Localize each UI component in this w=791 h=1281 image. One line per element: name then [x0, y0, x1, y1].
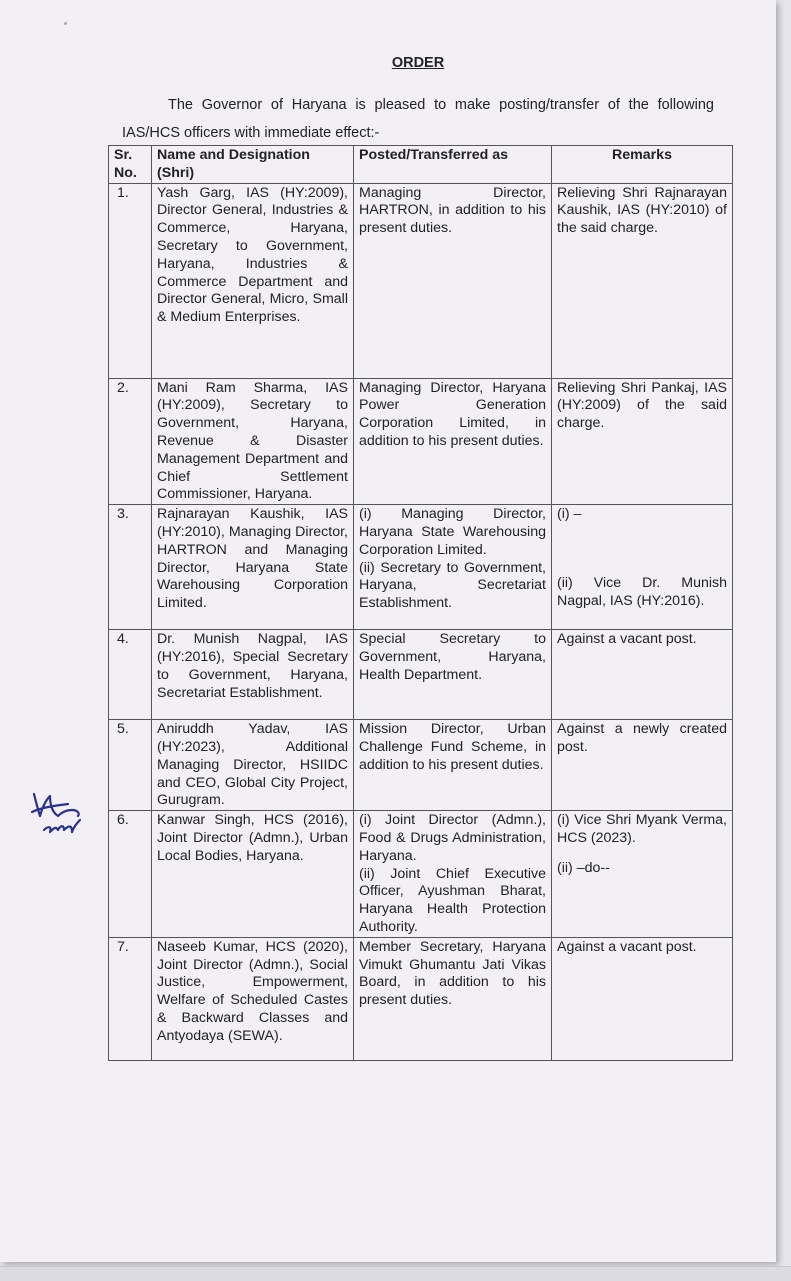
row-sr-no: 3.	[109, 505, 152, 630]
remarks-spacer	[557, 524, 727, 541]
posted-line: (i) Managing Director, Haryana State Warehousing Corporation Limited.	[359, 506, 546, 558]
row-sr-no: 7.	[109, 937, 152, 1060]
row-posted-as	[354, 630, 552, 720]
table-row	[109, 937, 733, 1060]
header-posted-as: Posted/Transferred as	[354, 146, 552, 184]
order-title: ORDER	[391, 55, 445, 71]
handwritten-initials-icon	[28, 786, 90, 838]
row-posted-as	[354, 378, 552, 505]
posted-line: (ii) Joint Chief Executive Officer, Ayushman Bharat, Haryana Health Protection Authority.	[359, 865, 546, 935]
row-remarks	[552, 505, 733, 630]
remarks-line: (ii) Vice Dr. Munish Nagpal, IAS (HY:2016).	[557, 574, 727, 609]
row-name-designation: Dr. Munish Nagpal, IAS (HY:2016), Special Secretary to Government, Haryana, Secretariat Establishment.	[152, 630, 354, 720]
row-remarks	[552, 630, 733, 720]
remarks-line: (i) Vice Shri Myank Verma, HCS (2023).	[557, 812, 727, 846]
posted-line: Member Secretary, Haryana Vimukt Ghumantu Jati Vikas Board, in addition to his present duties.	[359, 938, 546, 1009]
remarks-line: (i) –	[557, 506, 582, 523]
remarks-spacer	[557, 541, 727, 558]
table-row	[109, 505, 733, 630]
remarks-line: Relieving Shri Rajnarayan Kaushik, IAS (HY:2010) of the said charge.	[557, 184, 727, 237]
table-row	[109, 811, 733, 938]
row-name-designation: Yash Garg, IAS (HY:2009), Director General, Industries & Commerce, Haryana, Secretary to Government, Haryana, Industries & Commerce Department and Director General, Micro, Small & Medium Enterprises.	[152, 183, 354, 378]
row-posted-as	[354, 183, 552, 378]
remarks-spacer	[557, 558, 727, 575]
posted-line: Managing Director, Haryana Power Generation Corporation Limited, in addition to his present duties.	[359, 379, 546, 449]
posted-line: Managing Director, HARTRON, in addition to his present duties.	[359, 184, 546, 237]
row-name-designation: Mani Ram Sharma, IAS (HY:2009), Secretary to Government, Haryana, Revenue & Disaster Management Department and Chief Settlement Commissioner, Haryana.	[152, 378, 354, 505]
posted-line: Special Secretary to Government, Haryana, Health Department.	[359, 631, 546, 683]
row-remarks	[552, 183, 733, 378]
remarks-spacer	[557, 848, 727, 860]
remarks-line: (ii) –do--	[557, 859, 610, 876]
row-posted-as	[354, 937, 552, 1060]
row-remarks	[552, 937, 733, 1060]
remarks-line: Against a newly created post.	[557, 721, 727, 755]
row-remarks	[552, 378, 733, 505]
row-name-designation: Rajnarayan Kaushik, IAS (HY:2010), Managing Director, HARTRON and Managing Director, Haryana State Warehousing Corporation Limited.	[152, 505, 354, 630]
row-sr-no: 5.	[109, 720, 152, 811]
row-posted-as	[354, 505, 552, 630]
row-name-designation: Naseeb Kumar, HCS (2020), Joint Director (Admn.), Social Justice, Empowerment, Welfare of Scheduled Castes & Backward Classes and Antyodaya (SEWA).	[152, 937, 354, 1060]
remarks-line: Against a vacant post.	[557, 631, 697, 648]
table-row	[109, 183, 733, 378]
next-page-edge	[0, 1266, 791, 1281]
row-sr-no: 6.	[109, 811, 152, 938]
posted-line: (ii) Secretary to Government, Haryana, Secretariat Establishment.	[359, 559, 546, 612]
header-remarks: Remarks	[552, 146, 733, 184]
row-posted-as	[354, 811, 552, 938]
paper-speck	[64, 22, 67, 25]
row-sr-no: 2.	[109, 378, 152, 505]
header-sr-no: Sr. No.	[109, 146, 152, 184]
row-posted-as	[354, 720, 552, 811]
postings-table	[108, 145, 733, 1061]
table-row	[109, 378, 733, 505]
row-name-designation: Kanwar Singh, HCS (2016), Joint Director (Admn.), Urban Local Bodies, Haryana.	[152, 811, 354, 938]
table-row	[109, 720, 733, 811]
row-sr-no: 4.	[109, 630, 152, 720]
table-header-row	[109, 146, 733, 184]
row-name-designation: Aniruddh Yadav, IAS (HY:2023), Additional Managing Director, HSIIDC and CEO, Global City Project, Gurugram.	[152, 720, 354, 811]
row-remarks	[552, 720, 733, 811]
table-row	[109, 630, 733, 720]
posted-line: (i) Joint Director (Admn.), Food & Drugs Administration, Haryana.	[359, 812, 546, 864]
order-intro-text: The Governor of Haryana is pleased to make posting/transfer of the following IAS/HCS officers with immediate effect:-	[122, 97, 714, 141]
posted-line: Mission Director, Urban Challenge Fund Scheme, in addition to his present duties.	[359, 721, 546, 773]
row-sr-no: 1.	[109, 183, 152, 378]
remarks-line: Relieving Shri Pankaj, IAS (HY:2009) of the said charge.	[557, 379, 727, 432]
header-name-designation: Name and Designation (Shri)	[152, 146, 354, 184]
row-remarks	[552, 811, 733, 938]
remarks-line: Against a vacant post.	[557, 938, 697, 955]
